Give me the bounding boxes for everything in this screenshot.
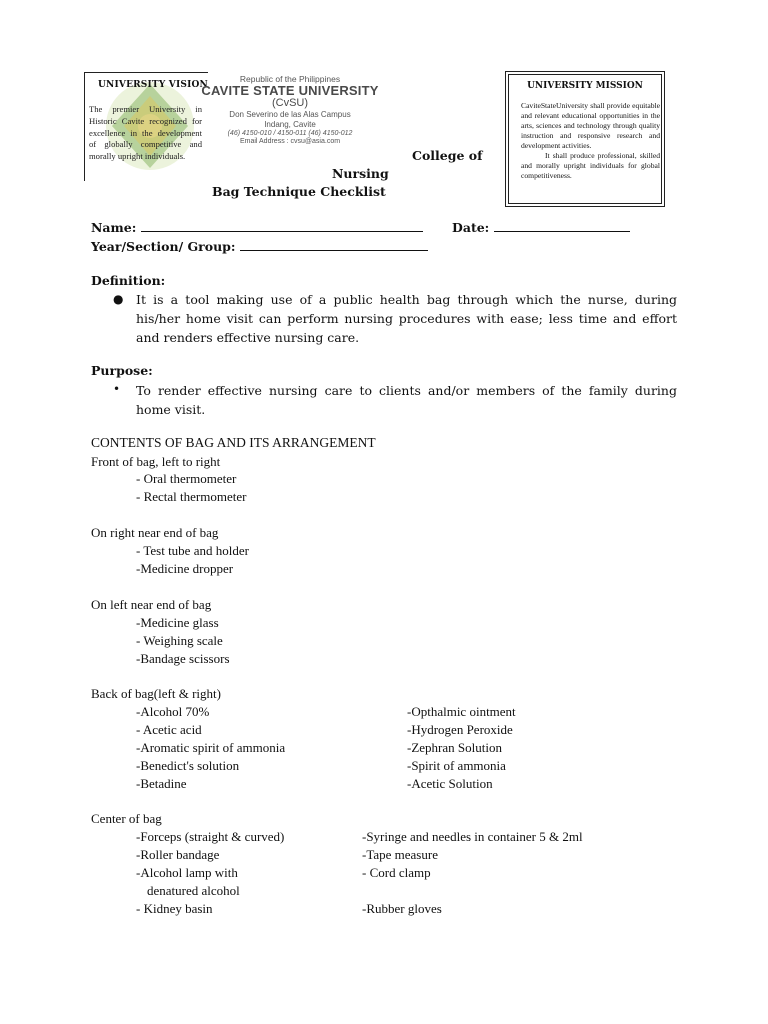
contents-heading: CONTENTS OF BAG AND ITS ARRANGEMENT bbox=[91, 435, 376, 450]
university-phone: (46) 4150-010 / 4150-011 (46) 4150-012 bbox=[227, 130, 353, 137]
back-heading: Back of bag(left & right) bbox=[91, 686, 221, 701]
campus-name: Don Severino de las Alas Campus bbox=[229, 110, 351, 119]
list-item: -Betadine bbox=[136, 776, 187, 791]
mission-paragraph-1: CaviteStateUniversity shall provide equitable and relevant educational opportunities in the arts, sciences and technology through quality instruction and responsive research and development activities. bbox=[521, 101, 660, 150]
university-name: CAVITE STATE UNIVERSITY bbox=[201, 83, 379, 98]
list-item: -Medicine dropper bbox=[136, 561, 234, 576]
name-input-line[interactable] bbox=[141, 219, 423, 232]
list-item: -Rubber gloves bbox=[362, 901, 442, 916]
list-item: -Spirit of ammonia bbox=[407, 758, 506, 773]
list-item: -Medicine glass bbox=[136, 615, 219, 630]
university-location: Indang, Cavite bbox=[264, 120, 316, 129]
year-section-group-field bbox=[91, 238, 428, 254]
definition-text: It is a tool making use of a public health bag through which the nurse, during his/her home visit can perform nursing procedures with ease; less time and effort and renders effective nursing care. bbox=[136, 292, 677, 345]
list-item: - Test tube and holder bbox=[136, 543, 249, 558]
bullet-dot: • bbox=[113, 382, 121, 396]
name-field bbox=[91, 219, 423, 235]
list-item: -Roller bandage bbox=[136, 847, 220, 862]
list-item: -Alcohol lamp with bbox=[136, 865, 238, 880]
list-item: - Rectal thermometer bbox=[136, 489, 247, 504]
bullet-dot: ● bbox=[113, 292, 124, 306]
list-item: -Zephran Solution bbox=[407, 740, 502, 755]
name-label: Name: bbox=[91, 220, 137, 235]
list-item: -Forceps (straight & curved) bbox=[136, 829, 285, 844]
university-letterhead bbox=[200, 72, 380, 168]
mission-text bbox=[521, 101, 660, 181]
date-label: Date: bbox=[452, 220, 490, 235]
list-item: -Opthalmic ointment bbox=[407, 704, 516, 719]
list-item: -Alcohol 70% bbox=[136, 704, 210, 719]
list-item: -Aromatic spirit of ammonia bbox=[136, 740, 286, 755]
right-heading: On right near end of bag bbox=[91, 525, 219, 540]
list-item: -Bandage scissors bbox=[136, 651, 230, 666]
front-heading: Front of bag, left to right bbox=[91, 454, 221, 469]
list-item: -Hydrogen Peroxide bbox=[407, 722, 513, 737]
university-abbreviation: (CvSU) bbox=[271, 97, 309, 109]
mission-title: UNIVERSITY MISSION bbox=[527, 81, 643, 91]
university-email: Email Address : cvsu@asia.com bbox=[239, 138, 341, 145]
vision-text: The premier University in Historic Cavite recognized for excellence in the development of globally competitive and morally upright individuals. bbox=[89, 104, 202, 162]
purpose-heading: Purpose: bbox=[91, 363, 153, 378]
year-section-group-input-line[interactable] bbox=[240, 238, 428, 251]
purpose-text: To render effective nursing care to clients and/or members of the family during home visit. bbox=[136, 383, 677, 417]
left-heading: On left near end of bag bbox=[91, 597, 212, 612]
list-item: - Kidney basin bbox=[136, 901, 213, 916]
center-heading: Center of bag bbox=[91, 811, 162, 826]
nursing-label: Nursing bbox=[332, 166, 389, 181]
date-field bbox=[452, 219, 630, 235]
vision-title: UNIVERSITY VISION bbox=[98, 80, 208, 90]
definition-heading: Definition: bbox=[91, 273, 166, 288]
year-section-group-label: Year/Section/ Group: bbox=[91, 239, 236, 254]
mission-paragraph-2: It shall produce professional, skilled and morally upright individuals for global competitiveness. bbox=[521, 151, 660, 180]
college-label: College of bbox=[412, 148, 483, 163]
list-item: - Acetic acid bbox=[136, 722, 202, 737]
list-item: - Weighing scale bbox=[136, 633, 223, 648]
list-item: -Syringe and needles in container 5 & 2ml bbox=[362, 829, 583, 844]
date-input-line[interactable] bbox=[494, 219, 630, 232]
republic-line: Republic of the Philippines bbox=[239, 74, 341, 84]
list-item: -Acetic Solution bbox=[407, 776, 493, 791]
list-item: -Tape measure bbox=[362, 847, 438, 862]
list-item: -Benedict's solution bbox=[136, 758, 240, 773]
checklist-title: Bag Technique Checklist bbox=[212, 184, 386, 199]
list-item: denatured alcohol bbox=[147, 883, 240, 898]
list-item: - Oral thermometer bbox=[136, 471, 237, 486]
list-item: - Cord clamp bbox=[362, 865, 431, 880]
